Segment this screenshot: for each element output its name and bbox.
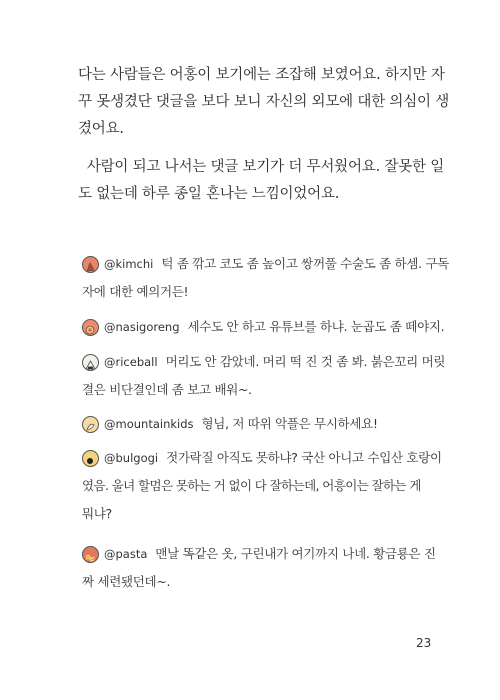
comment-kimchi [82,250,450,306]
bulgogi-icon [82,450,99,467]
mountainkids-icon [82,416,99,433]
comment-text: 짜 세련됐던데~. [82,574,171,589]
comment-text: 턱 좀 깎고 코도 좀 높이고 쌍꺼풀 수술도 좀 하셈. 구독 [161,256,450,271]
comment-text: 였음. 울녀 할멈은 못하는 거 없이 다 잘하는데, 어흥이는 잘하는 게 [82,478,421,493]
comment-handle[interactable]: @pasta [104,547,148,561]
comment-pasta [82,540,442,596]
comment-handle[interactable]: @mountainkids [104,417,194,431]
paragraph-2 [78,154,445,208]
kimchi-icon [82,256,99,273]
paragraph-line: 도 없는데 하루 종일 혼나는 느낌이었어요. [78,186,340,202]
comment-text: 형님, 저 따위 악플은 무시하세요! [201,416,378,431]
comment-riceball [82,348,446,404]
comment-text: 젓가락질 아직도 못하냐? 국산 아니고 수입산 호랑이 [166,450,442,465]
comment-bulgogi [82,444,442,528]
comment-text: 뭐냐? [82,506,112,521]
riceball-icon [82,354,99,371]
paragraph-line: 다는 사람들은 어홍이 보기에는 조잡해 보였어요. 하지만 자 [78,67,445,83]
comment-text: 맨날 똑같은 옷, 구린내가 여기까지 나네. 황금룡은 진 [155,546,436,561]
comment-text: 머리도 안 감았네. 머리 떡 진 것 좀 봐. 붉은꼬리 머릿 [165,354,446,369]
comment-mountainkids [82,410,442,438]
comment-handle[interactable]: @bulgogi [104,451,159,465]
nasigoreng-icon [82,319,99,336]
paragraph-1 [78,62,450,143]
pasta-icon [82,546,99,563]
paragraph-line: 사람이 되고 나서는 댓글 보기가 더 무서웠어요. 잘못한 일 [78,159,445,175]
comment-text: 자에 대한 예의거든! [82,284,189,299]
page-number: 23 [416,636,432,650]
comment-handle[interactable]: @kimchi [104,257,154,271]
paragraph-line: 겼어요. [78,121,124,137]
paragraph-line: 꾸 못생겼단 댓글을 보다 보니 자신의 외모에 대한 의심이 생 [78,94,450,110]
comment-text: 세수도 안 하고 유튜브를 하냐. 눈곱도 좀 떼야지. [187,319,445,334]
comment-nasigoreng [82,313,445,341]
comment-handle[interactable]: @riceball [104,355,158,369]
comment-text: 결은 비단결인데 좀 보고 배워~. [82,382,252,397]
comment-handle[interactable]: @nasigoreng [104,320,180,334]
